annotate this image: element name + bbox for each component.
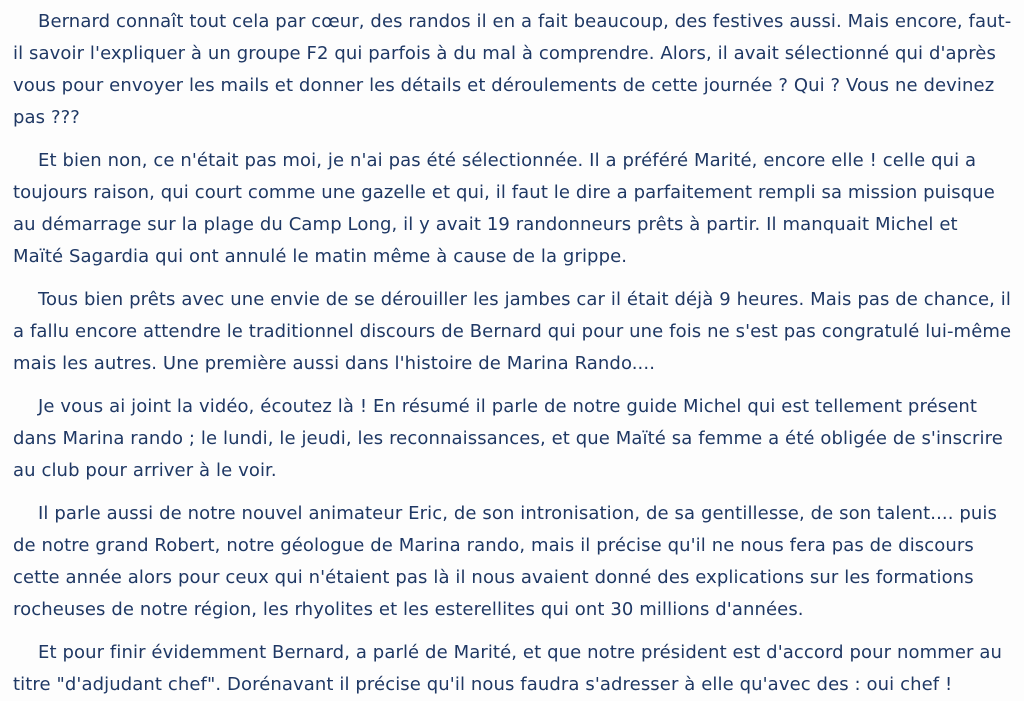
paragraph-2: Et bien non, ce n'était pas moi, je n'ai pas été sélectionnée. Il a préféré Marité, encore elle ! celle qui a toujours raison, qui court comme une gazelle et qui, il faut le dire a parfaitement rempli sa mission puisque au démarrage sur la plage du Camp Long, il y avait 19 randonneurs prêts à partir. Il manquait Michel et Maïté Sagardia qui ont annulé le matin même à cause de la grippe.	[13, 150, 995, 267]
paragraph-1: Bernard connaît tout cela par cœur, des randos il en a fait beaucoup, des festives aussi. Mais encore, faut-il savoir l'expliquer à un groupe F2 qui parfois à du mal à comprendre. Alors, il avait sélectionné qui d'après vous pour envoyer les mails et donner les détails et déroulements de cette journée ? Qui ? Vous ne devinez pas ???	[13, 11, 1012, 128]
paragraph-5: Il parle aussi de notre nouvel animateur Eric, de son intronisation, de sa gentillesse, de son talent.... puis de notre grand Robert, notre géologue de Marina rando, mais il précise qu'il ne nous fera pas de discours cette année alors pour ceux qui n'étaient pas là il nous avaient donné des explications sur les formations rocheuses de notre région, les rhyolites et les esterellites qui ont 30 millions d'années.	[13, 503, 997, 620]
paragraph-3: Tous bien prêts avec une envie de se dérouiller les jambes car il était déjà 9 heures. Mais pas de chance, il a fallu encore attendre le traditionnel discours de Bernard qui pour une fois ne s'est pas congratulé lui-même mais les autres. Une première aussi dans l'histoire de Marina Rando....	[13, 289, 1012, 374]
paragraph-6: Et pour finir évidemment Bernard, a parlé de Marité, et que notre président est d'accord pour nommer au titre "d'adjudant chef". Dorénavant il précise qu'il nous faudra s'adresser à elle qu'avec des : oui chef !	[13, 642, 1003, 695]
paragraph-4: Je vous ai joint la vidéo, écoutez là ! En résumé il parle de notre guide Michel qui est tellement présent dans Marina rando ; le lundi, le jeudi, les reconnaissances, et que Maïté sa femme a été obligée de s'inscrire au club pour arriver à le voir.	[13, 396, 1003, 481]
